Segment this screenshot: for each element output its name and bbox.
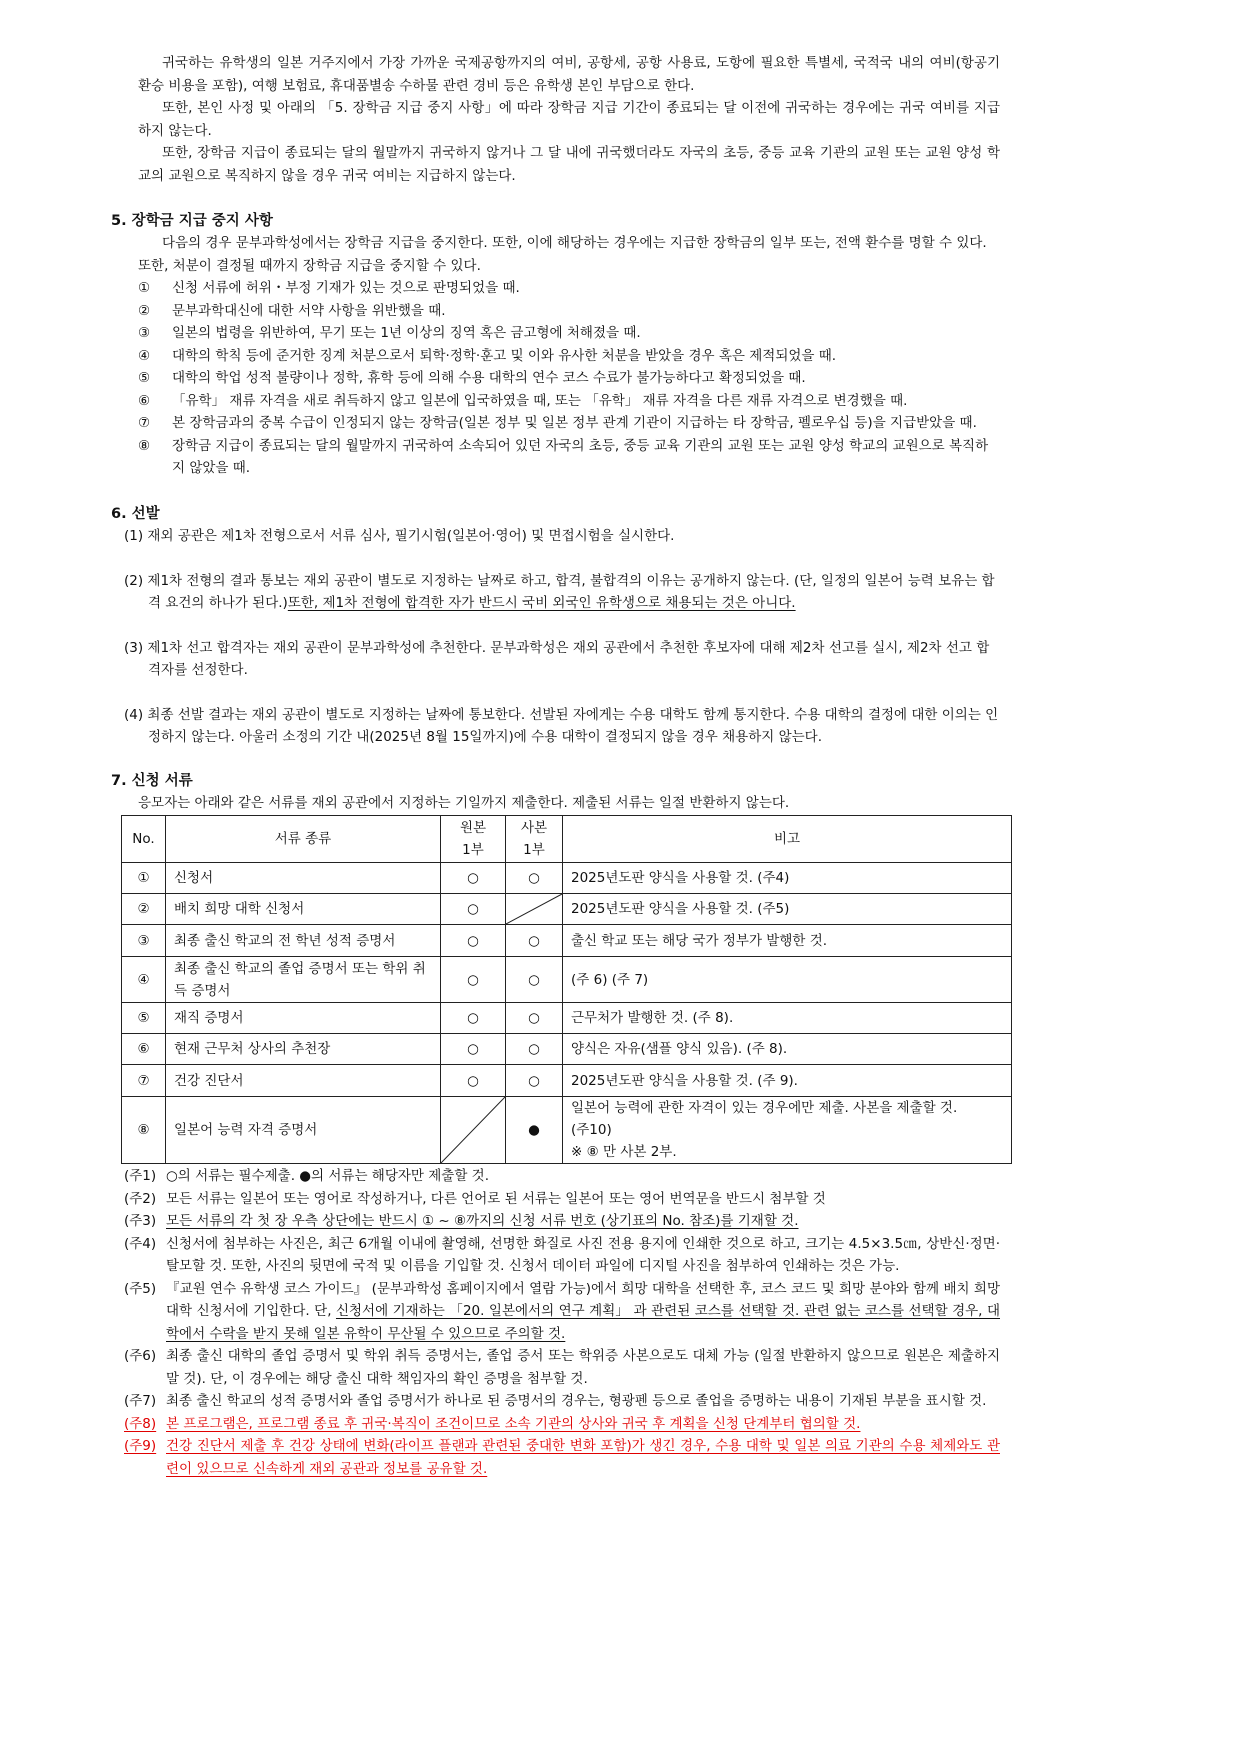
selection-item xyxy=(124,637,1000,682)
row-number: ③ xyxy=(122,925,166,957)
footnote xyxy=(124,1345,1000,1390)
table-row xyxy=(122,957,1012,1003)
footnote-key: (주5) xyxy=(124,1280,157,1297)
document-type: 일본어 능력 자격 증명서 xyxy=(166,1097,441,1164)
item-text: 제1차 선고 합격자는 재외 공관이 문부과학성에 추천한다. 문부과학성은 재외 공관에서 추천한 후보자에 대해 제2차 선고를 실시, 제2차 선고 합격자를 선정한다. xyxy=(147,639,990,678)
footnote-key: (주3) xyxy=(124,1213,157,1229)
footnote xyxy=(124,1210,1000,1233)
remarks: 2025년도판 양식을 사용할 것. (주4) xyxy=(563,863,1012,894)
footnote xyxy=(124,1278,1000,1346)
item-number: ⑦ xyxy=(138,415,151,431)
original-required-mark: ○ xyxy=(441,925,506,957)
footnote-text: 최종 출신 대학의 졸업 증명서 및 학위 취득 증명서는, 졸업 증서 또는 학위증 사본으로도 대체 가능 (일절 반환하지 않으므로 원본은 제출하지 말 것). 단, 이 경우에는 해당 출신 대학 책임자의 확인 증명을 첨부할 것. xyxy=(166,1348,1000,1387)
item-text: 문부과학대신에 대한 서약 사항을 위반했을 때. xyxy=(172,302,446,319)
footnote-text: 최종 출신 학교의 성적 증명서와 졸업 증명서가 하나로 된 증명서의 경우는, 형광펜 등으로 졸업을 증명하는 내용이 기재된 부분을 표시할 것. xyxy=(166,1393,987,1409)
original-required-mark: ○ xyxy=(441,863,506,894)
suspension-item xyxy=(138,412,1000,435)
copy-required-mark: ● xyxy=(506,1097,563,1164)
section-5-paragraph: 다음의 경우 문부과학성에서는 장학금 지급을 중지한다. 또한, 이에 해당하는 경우에는 지급한 장학금의 일부 또는, 전액 환수를 명할 수 있다. xyxy=(162,235,987,251)
header-original: 원본 1부 xyxy=(441,816,506,863)
item-text: 재외 공관은 제1차 전형으로서 서류 심사, 필기시험(일본어·영어) 및 면접시험을 실시한다. xyxy=(147,528,675,544)
selection-item xyxy=(124,525,1000,548)
footnote-key: (주9) xyxy=(124,1438,157,1454)
table-row xyxy=(122,1097,1012,1164)
footnote-text: 모든 서류의 각 첫 장 우측 상단에는 반드시 ① ~ ⑧까지의 신청 서류 번호 (상기표의 No. 참조)를 기재할 것. xyxy=(166,1213,799,1229)
item-text: 제1차 전형의 결과 통보는 재외 공관이 별도로 지정하는 날짜로 하고, 합격, 불합격의 이유는 공개하지 않는다. (단, 일정의 일본어 능력 보유는 합격 요건의 하나가 된다.) xyxy=(147,572,995,611)
notes-list xyxy=(124,1165,1000,1480)
row-number: ⑥ xyxy=(122,1034,166,1065)
selection-item xyxy=(124,570,1000,615)
item-number: ④ xyxy=(138,347,151,364)
item-text: 일본의 법령을 위반하여, 무기 또는 1년 이상의 징역 혹은 금고형에 처해졌을 때. xyxy=(172,325,641,341)
remarks: 양식은 자유(샘플 양식 있음). (주 8). xyxy=(563,1034,1012,1065)
document-type: 건강 진단서 xyxy=(166,1065,441,1097)
footnote-key: (주7) xyxy=(124,1393,157,1409)
item-text: 대학의 학칙 등에 준거한 징계 처분으로서 퇴학·정학·훈고 및 이와 유사한 처분을 받았을 경우 혹은 제적되었을 때. xyxy=(172,347,837,364)
footnote-key: (주1) xyxy=(124,1168,157,1184)
copy-required-mark: ○ xyxy=(506,1034,563,1065)
footnote-text: ○의 서류는 필수제출. ●의 서류는 해당자만 제출할 것. xyxy=(166,1168,489,1184)
document-type: 현재 근무처 상사의 추천장 xyxy=(166,1034,441,1065)
original-required-mark: ○ xyxy=(441,957,506,1003)
document-type: 최종 출신 학교의 졸업 증명서 또는 학위 취득 증명서 xyxy=(166,957,441,1003)
item-text: 최종 선발 결과는 재외 공관이 별도로 지정하는 날짜에 통보한다. 선발된 자에게는 수용 대학도 함께 통지한다. 수용 대학의 결정에 대한 이의는 인정하지 않는다. 아울러 소정의 기간 내(2025년 8월 15일까지)에 수용 대학이 결정되지 않을 경우 채용하지 않는다. xyxy=(147,706,999,745)
item-number: (4) xyxy=(124,706,144,723)
footnote xyxy=(124,1188,1000,1211)
item-text: 신청 서류에 허위・부정 기재가 있는 것으로 판명되었을 때. xyxy=(172,280,520,296)
footnote-text: 건강 진단서 제출 후 건강 상태에 변화(라이프 플랜과 관련된 중대한 변화 포함)가 생긴 경우, 수용 대학 및 일본 의료 기관의 수용 체제와도 관련이 있으므로 신속하게 재외 공관과 정보를 공유할 것. xyxy=(166,1438,1000,1477)
item-number: ⑧ xyxy=(138,437,151,454)
not-applicable-slash xyxy=(441,1097,505,1163)
footnote-text: 신청서에 첨부하는 사진은, 최근 6개월 이내에 촬영해, 선명한 화질로 사진 전용 용지에 인쇄한 것으로 하고, 크기는 4.5×3.5㎝, 상반신·정면·탈모할 것. 또한, 사진의 뒷면에 국적 및 이름을 기입할 것. 신청서 데이터 파일에 디지털 사진을 첨부하여 인쇄하는 것은 가능. xyxy=(166,1235,1000,1274)
row-number: ② xyxy=(122,894,166,925)
footnote-key: (주2) xyxy=(124,1190,157,1207)
not-applicable-slash xyxy=(506,894,562,924)
copy-required-mark xyxy=(506,894,563,925)
row-number: ⑦ xyxy=(122,1065,166,1097)
document-type: 재직 증명서 xyxy=(166,1003,441,1034)
item-number: ② xyxy=(138,302,151,319)
footnote-key: (주6) xyxy=(124,1348,157,1364)
item-number: (1) xyxy=(124,528,144,544)
suspension-item xyxy=(138,277,1000,300)
row-number: ⑧ xyxy=(122,1097,166,1164)
original-required-mark: ○ xyxy=(441,1034,506,1065)
section-5-title: 5. 장학금 지급 중지 사항 xyxy=(111,213,273,229)
item-number: ⑥ xyxy=(138,392,151,409)
item-number: ③ xyxy=(138,325,151,341)
table-row xyxy=(122,863,1012,894)
item-text: 「유학」 재류 자격을 새로 취득하지 않고 일본에 입국하였을 때, 또는 「유학」 재류 자격을 다른 재류 자격으로 변경했을 때. xyxy=(172,392,908,409)
return-travel-section xyxy=(138,52,1000,187)
suspension-item xyxy=(138,367,1000,390)
remarks: 2025년도판 양식을 사용할 것. (주5) xyxy=(563,894,1012,925)
original-required-mark: ○ xyxy=(441,1003,506,1034)
section-6-body xyxy=(124,525,1000,749)
footnote xyxy=(124,1390,1000,1413)
remarks: 일본어 능력에 관한 자격이 있는 경우에만 제출. 사본을 제출할 것. (주10) ※ ⑧ 만 사본 2부. xyxy=(563,1097,1012,1164)
document-type: 최종 출신 학교의 전 학년 성적 증명서 xyxy=(166,925,441,957)
document-type: 신청서 xyxy=(166,863,441,894)
document-type: 배치 희망 대학 신청서 xyxy=(166,894,441,925)
section-7-intro: 응모자는 아래와 같은 서류를 재외 공관에서 지정하는 기일까지 제출한다. 제출된 서류는 일절 반환하지 않는다. xyxy=(138,795,790,811)
original-required-mark: ○ xyxy=(441,894,506,925)
footnote-text: 본 프로그램은, 프로그램 종료 후 귀국·복직이 조건이므로 소속 기관의 상사와 귀국 후 계획을 신청 단계부터 협의할 것. xyxy=(166,1415,861,1432)
table-row xyxy=(122,925,1012,957)
table-header-row xyxy=(122,816,1012,863)
item-text: 장학금 지급이 종료되는 달의 월말까지 귀국하여 소속되어 있던 자국의 초등, 중등 교육 기관의 교원 또는 교원 양성 학교의 교원으로 복직하지 않았을 때. xyxy=(172,437,989,476)
copy-required-mark: ○ xyxy=(506,957,563,1003)
footnote xyxy=(124,1233,1000,1278)
section-5-paragraph: 또한, 처분이 결정될 때까지 장학금 지급을 중지할 수 있다. xyxy=(138,257,481,274)
suspension-item xyxy=(138,390,1000,413)
item-number: ⑤ xyxy=(138,370,151,386)
remarks: (주 6) (주 7) xyxy=(563,957,1012,1003)
copy-required-mark: ○ xyxy=(506,925,563,957)
table-row xyxy=(122,894,1012,925)
copy-required-mark: ○ xyxy=(506,1003,563,1034)
row-number: ⑤ xyxy=(122,1003,166,1034)
footnote-text: 『교원 연수 유학생 코스 가이드』 (문부과학성 홈페이지에서 열람 가능)에서 희망 대학을 선택한 후, 코스 코드 및 희망 분야와 함께 배치 희망 대학 신청서에 기입한다. 단, 신청서에 기재하는 「20. 일본에서의 연구 계획」 과 관련된 코스를 선택할 것. 관련 없는 코스를 선택할 경우, 대학에서 수락을 받지 못해 일본 유학이 무산될 수 있으므로 주의할 것. xyxy=(166,1280,1000,1342)
remarks: 근무처가 발행한 것. (주 8). xyxy=(563,1003,1012,1034)
copy-required-mark: ○ xyxy=(506,863,563,894)
header-no: No. xyxy=(122,816,166,863)
header-remarks: 비고 xyxy=(563,816,1012,863)
item-text: 대학의 학업 성적 불량이나 정학, 휴학 등에 의해 수용 대학의 연수 코스 수료가 불가능하다고 확정되었을 때. xyxy=(172,370,806,386)
suspension-item xyxy=(138,300,1000,323)
remarks: 2025년도판 양식을 사용할 것. (주 9). xyxy=(563,1065,1012,1097)
suspension-item xyxy=(138,345,1000,368)
header-document-type: 서류 종류 xyxy=(166,816,441,863)
header-copy: 사본 1부 xyxy=(506,816,563,863)
item-number: (3) xyxy=(124,639,144,656)
section-6-title: 6. 선발 xyxy=(111,506,160,522)
selection-item xyxy=(124,704,1000,749)
table-row xyxy=(122,1065,1012,1097)
item-underlined-text: 또한, 제1차 전형에 합격한 자가 반드시 국비 외국인 유학생으로 채용되는 것은 아니다. xyxy=(287,595,796,611)
item-number: ① xyxy=(138,280,151,296)
footnote xyxy=(124,1435,1000,1480)
item-text: 본 장학금과의 중복 수급이 인정되지 않는 장학금(일본 정부 및 일본 정부 관계 기관이 지급하는 타 장학금, 펠로우십 등)을 지급받았을 때. xyxy=(172,415,977,431)
intro-paragraph: 또한, 장학금 지급이 종료되는 달의 월말까지 귀국하지 않거나 그 달 내에 귀국했더라도 자국의 초등, 중등 교육 기관의 교원 또는 교원 양성 학교의 교원으로 복직하지 않을 경우 귀국 여비는 지급하지 않는다. xyxy=(138,145,1000,184)
table-row xyxy=(122,1003,1012,1034)
footnote xyxy=(124,1413,1000,1436)
footnote-text: 모든 서류는 일본어 또는 영어로 작성하거나, 다른 언어로 된 서류는 일본어 또는 영어 번역문을 반드시 첨부할 것 xyxy=(166,1190,826,1207)
footnote-key: (주4) xyxy=(124,1235,157,1252)
footnote-key: (주8) xyxy=(124,1415,157,1432)
section-7-title: 7. 신청 서류 xyxy=(111,773,193,789)
row-number: ④ xyxy=(122,957,166,1003)
suspension-item xyxy=(138,435,1000,480)
suspension-item xyxy=(138,322,1000,345)
original-required-mark: ○ xyxy=(441,1065,506,1097)
table-row xyxy=(122,1034,1012,1065)
footnote xyxy=(124,1165,1000,1188)
section-5-body xyxy=(138,232,1000,480)
intro-paragraph: 또한, 본인 사정 및 아래의 「5. 장학금 지급 중지 사항」에 따라 장학금 지급 기간이 종료되는 달 이전에 귀국하는 경우에는 귀국 여비를 지급하지 않는다. xyxy=(138,100,1000,139)
row-number: ① xyxy=(122,863,166,894)
item-number: (2) xyxy=(124,572,144,589)
documents-table xyxy=(121,815,1012,1164)
remarks: 출신 학교 또는 해당 국가 정부가 발행한 것. xyxy=(563,925,1012,957)
intro-paragraph: 귀국하는 유학생의 일본 거주지에서 가장 가까운 국제공항까지의 여비, 공항세, 공항 사용료, 도항에 필요한 특별세, 국적국 내의 여비(항공기 환승 비용을 포함), 여행 보험료, 휴대품별송 수하물 관련 경비 등은 유학생 본인 부담으로 한다. xyxy=(138,55,1000,94)
copy-required-mark: ○ xyxy=(506,1065,563,1097)
original-required-mark xyxy=(441,1097,506,1164)
